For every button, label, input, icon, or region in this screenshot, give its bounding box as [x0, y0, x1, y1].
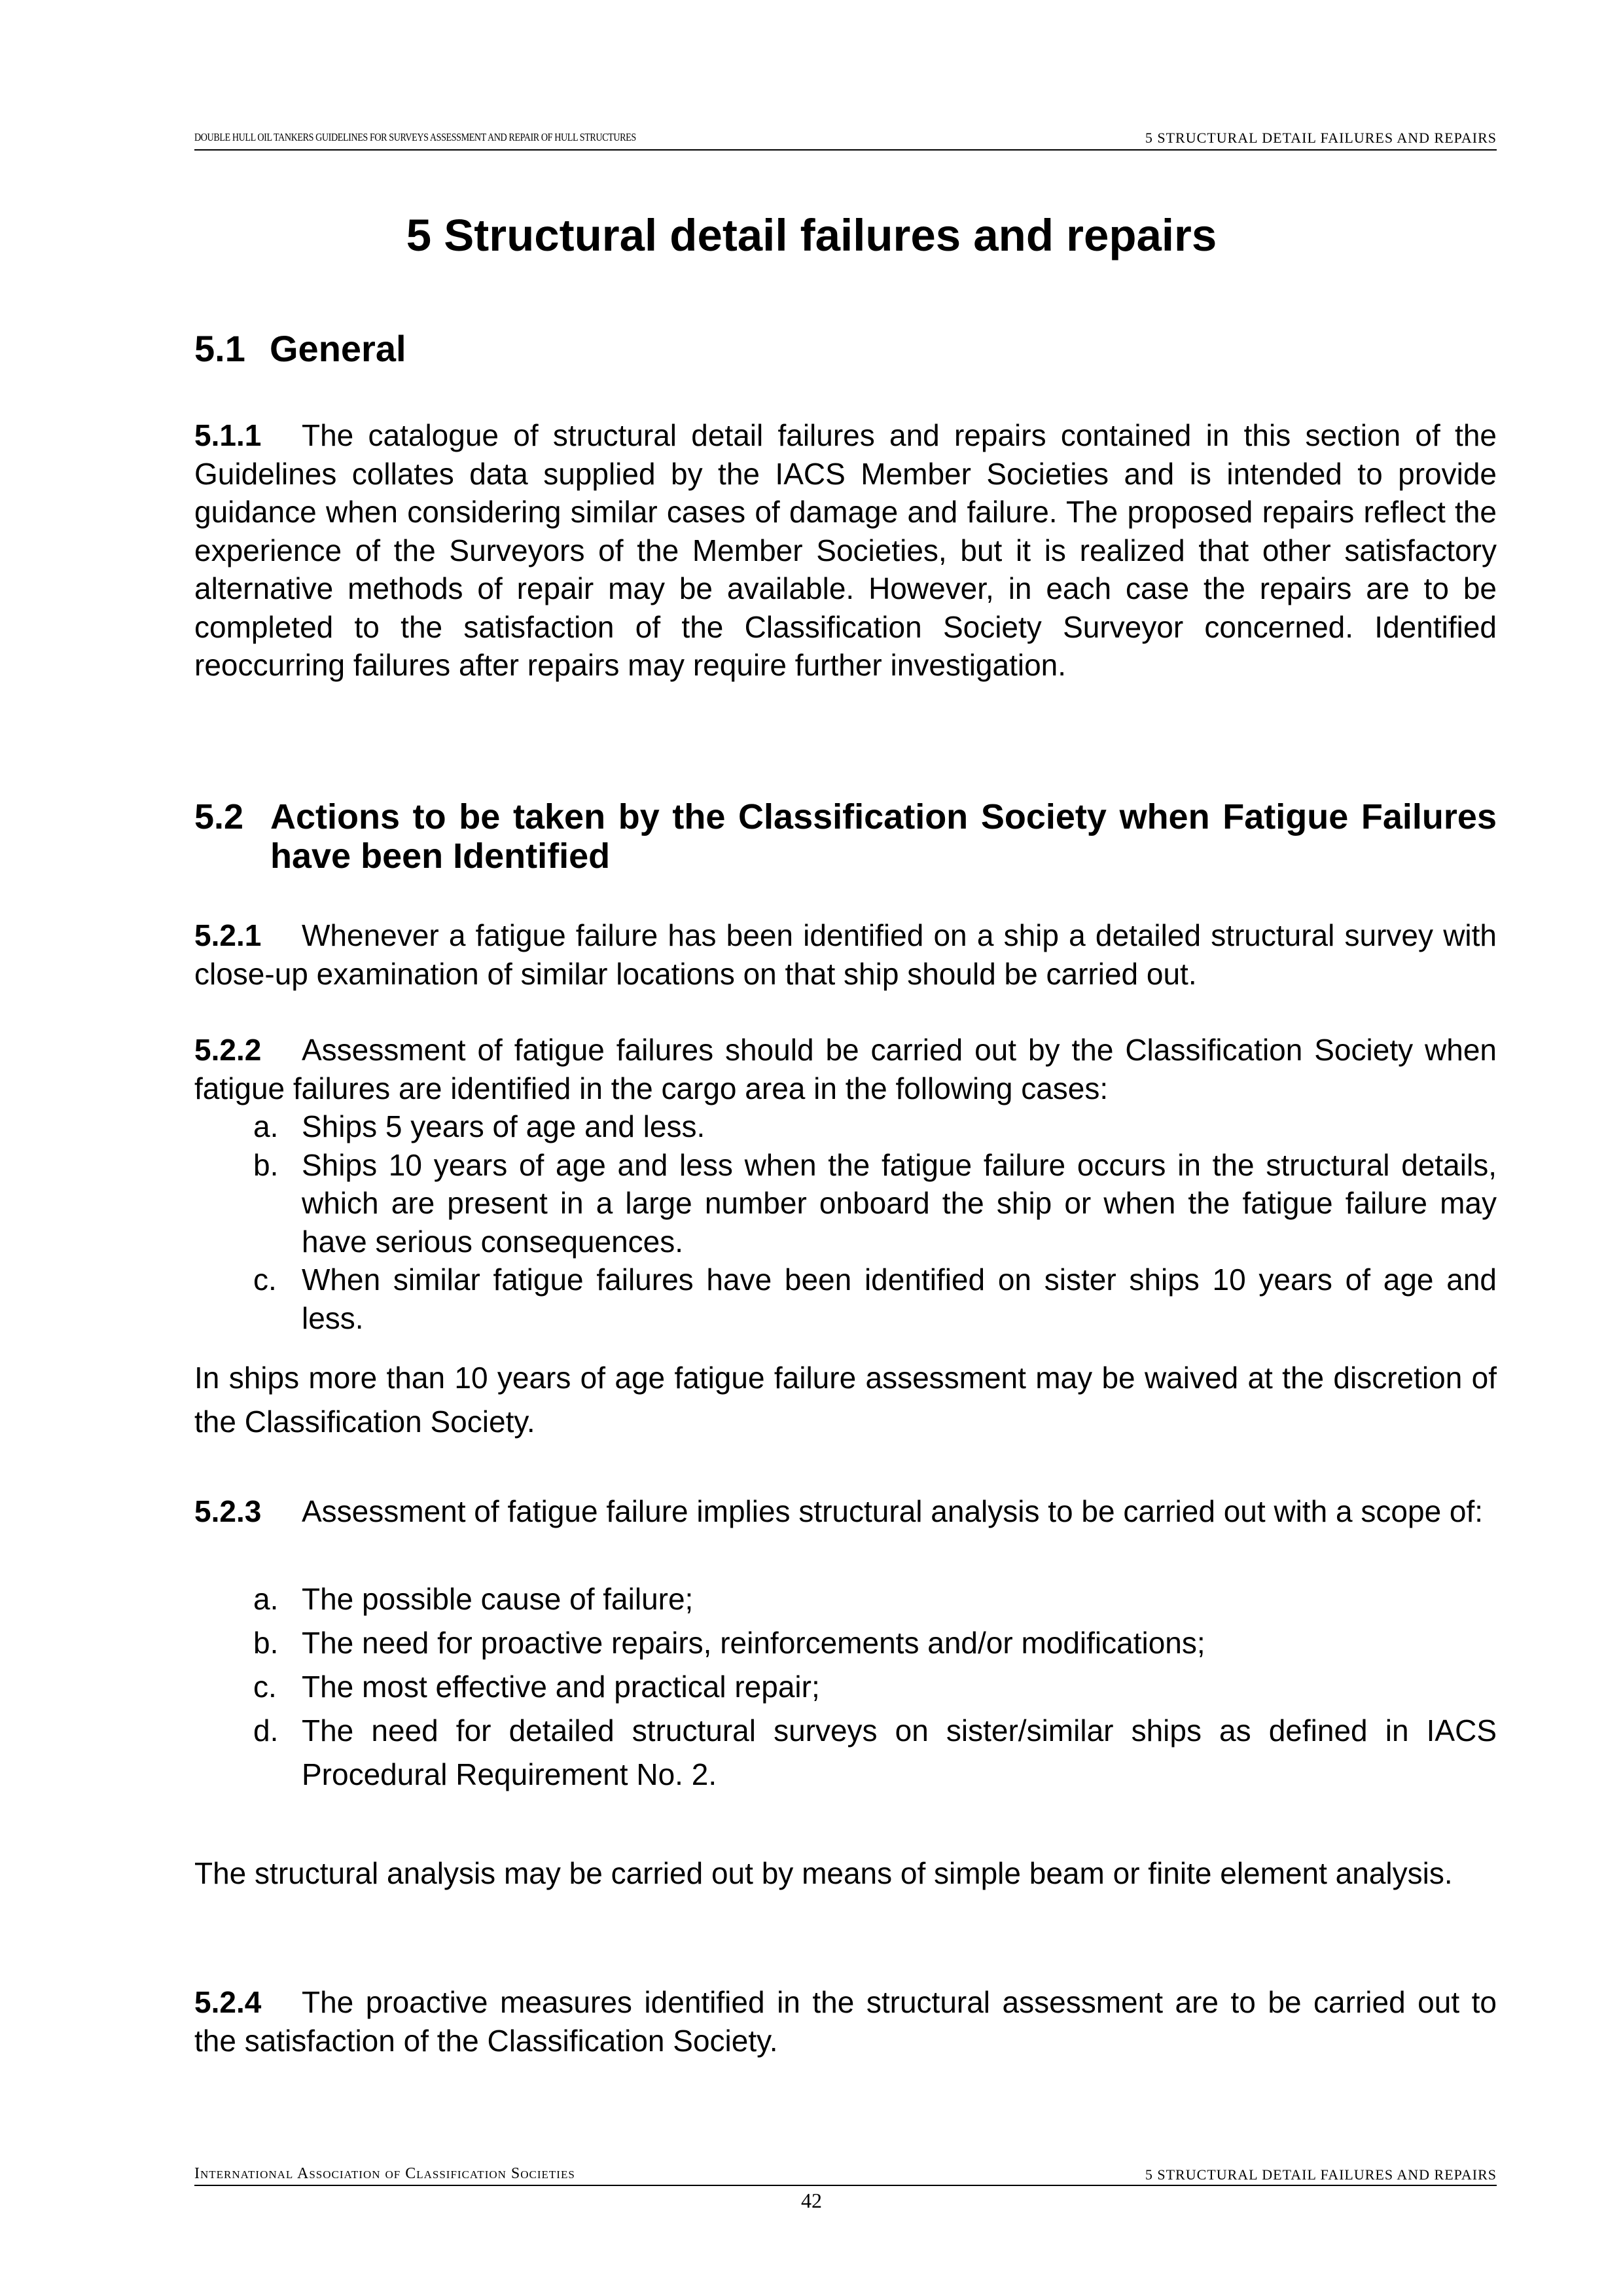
- assessment-scope-list: [194, 1577, 1497, 1797]
- section-title: Actions to be taken by the Classification Society when Fatigue Failures have been Identified: [270, 797, 1497, 876]
- list-marker: b.: [253, 1147, 279, 1182]
- paragraph-text: The catalogue of structural detail failures and repairs contained in this section of the Guidelines collates data supplied by the IACS Member Societies and is intended to provide guidance when considering similar cases of damage and failure. The proposed repairs reflect the experience of the Surveyors of the Member Societies, but it is realized that other satisfactory alternative methods of repair may be available. However, in each case the repairs are to be completed to the satisfaction of the Classification Society Surveyor concerned. Identified reoccurring failures after repairs may require further investigation.: [194, 418, 1497, 682]
- paragraph-number: 5.2.3: [194, 1494, 262, 1528]
- paragraph-5-1-1: [194, 416, 1497, 685]
- section-title: General: [270, 328, 406, 369]
- footer-chapter-title: 5 STRUCTURAL DETAIL FAILURES AND REPAIRS: [1145, 2166, 1497, 2183]
- list-item-text: The most effective and practical repair;: [302, 1670, 820, 1704]
- paragraph-number: 5.2.2: [194, 1033, 262, 1067]
- running-header: [194, 130, 1497, 151]
- list-item: [194, 1261, 1497, 1337]
- section-number: 5.2: [194, 797, 244, 836]
- list-item: [194, 1621, 1497, 1665]
- paragraph-text: Assessment of fatigue failures should be carried out by the Classification Society when fatigue failures are identified in the cargo area in the following cases:: [194, 1033, 1497, 1105]
- fatigue-assessment-cases-list: [194, 1107, 1497, 1337]
- list-item-text: Ships 10 years of age and less when the fatigue failure occurs in the structural details, which are present in a large number onboard the ship or when the fatigue failure may have serious consequences.: [302, 1147, 1497, 1259]
- list-marker: d.: [253, 1713, 279, 1748]
- paragraph-analysis-method: The structural analysis may be carried out by means of simple beam or finite element analysis.: [194, 1856, 1453, 1890]
- paragraph-number: 5.2.4: [194, 1985, 262, 2019]
- section-number: 5.1: [194, 328, 245, 369]
- list-item: [194, 1709, 1497, 1797]
- running-footer: [194, 2165, 1497, 2186]
- list-item-text: The need for detailed structural surveys on sister/similar ships as defined in IACS Procedural Requirement No. 2.: [302, 1713, 1497, 1791]
- list-item: [194, 1146, 1497, 1261]
- footer-organization: International Association of Classification Societies: [194, 2165, 575, 2182]
- list-item-text: Ships 5 years of age and less.: [302, 1109, 705, 1143]
- header-chapter-title: 5 STRUCTURAL DETAIL FAILURES AND REPAIRS: [1145, 130, 1497, 146]
- paragraph-text: Whenever a fatigue failure has been identified on a ship a detailed structural survey with close-up examination of similar locations on that ship should be carried out.: [194, 918, 1497, 991]
- paragraph-5-2-3: [194, 1490, 1497, 1534]
- paragraph-number: 5.2.1: [194, 918, 262, 952]
- page-number: 42: [801, 2189, 822, 2212]
- paragraph-5-2-4: [194, 1983, 1497, 2060]
- list-marker: b.: [253, 1626, 279, 1660]
- list-marker: c.: [253, 1670, 277, 1704]
- paragraph-number: 5.1.1: [194, 418, 262, 452]
- section-heading-5-1: [194, 327, 406, 370]
- paragraph-waiver-note: In ships more than 10 years of age fatigue failure assessment may be waived at the discretion of the Classification Society.: [194, 1361, 1497, 1439]
- header-document-title: DOUBLE HULL OIL TANKERS GUIDELINES FOR SURVEYS ASSESSMENT AND REPAIR OF HULL STRUCTURES: [194, 131, 636, 143]
- list-marker: a.: [253, 1109, 279, 1143]
- list-marker: a.: [253, 1582, 279, 1616]
- list-item: [194, 1665, 1497, 1709]
- list-item-text: The possible cause of failure;: [302, 1582, 694, 1616]
- page-title: 5 Structural detail failures and repairs: [406, 210, 1217, 260]
- paragraph-text: Assessment of fatigue failure implies structural analysis to be carried out with a scope of:: [302, 1494, 1484, 1528]
- list-item-text: When similar fatigue failures have been identified on sister ships 10 years of age and less.: [302, 1263, 1497, 1335]
- list-item: [194, 1577, 1497, 1621]
- list-item: [194, 1107, 1497, 1146]
- paragraph-text: The proactive measures identified in the structural assessment are to be carried out to the satisfaction of the Classification Society.: [194, 1985, 1497, 2058]
- paragraph-5-2-1: [194, 916, 1497, 993]
- list-marker: c.: [253, 1263, 277, 1297]
- paragraph-5-2-2: [194, 1031, 1497, 1107]
- section-heading-5-2: [194, 797, 1497, 876]
- list-item-text: The need for proactive repairs, reinforcements and/or modifications;: [302, 1626, 1205, 1660]
